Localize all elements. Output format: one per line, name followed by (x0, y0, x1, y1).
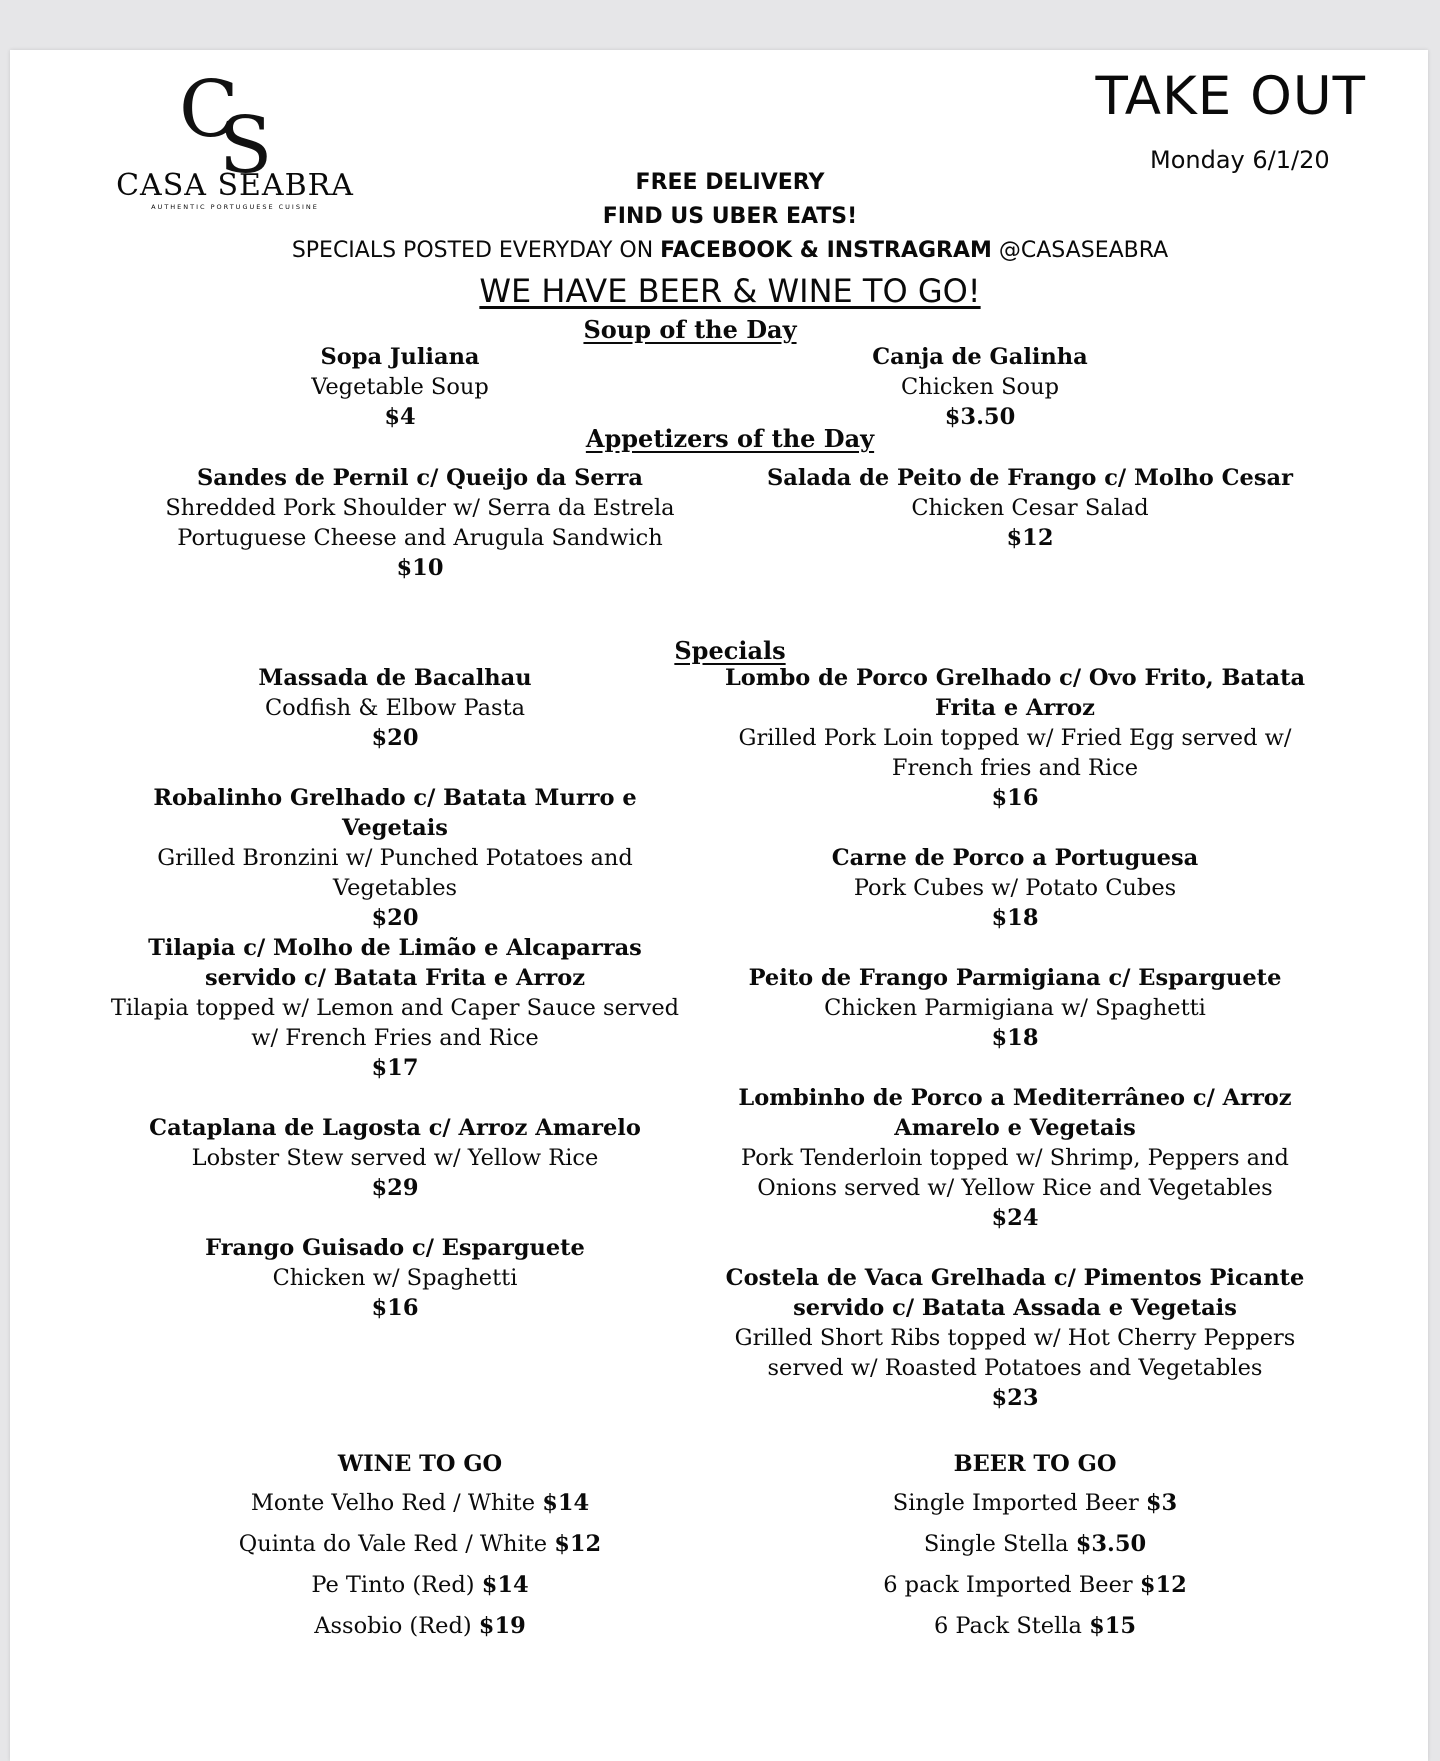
beer-name: Single Imported Beer (892, 1490, 1146, 1516)
wine-name: Assobio (Red) (314, 1613, 479, 1639)
menu-item (140, 463, 700, 583)
menu-sheet (10, 50, 1428, 1761)
item-name: Sopa Juliana (320, 344, 480, 370)
item-name: Robalinho Grelhado c/ Batata Murro e Vegetais (153, 785, 637, 841)
wine-price: $14 (481, 1572, 529, 1598)
item-price: $24 (991, 1205, 1039, 1231)
item-price: $16 (371, 1295, 419, 1321)
menu-item (700, 843, 1330, 933)
menu-item (700, 963, 1330, 1053)
item-description: Grilled Short Ribs topped w/ Hot Cherry Peppers served w/ Roasted Potatoes and Vegetables (734, 1325, 1296, 1381)
item-price: $16 (991, 785, 1039, 811)
item-name: Cataplana de Lagosta c/ Arroz Amarelo (149, 1115, 641, 1141)
item-price: $23 (991, 1385, 1039, 1411)
item-name: Costela de Vaca Grelhada c/ Pimentos Picante servido c/ Batata Assada e Vegetais (725, 1265, 1305, 1321)
item-description: Chicken Parmigiana w/ Spaghetti (824, 995, 1206, 1021)
item-price: $20 (371, 905, 419, 931)
wine-price: $19 (478, 1613, 526, 1639)
menu-item (110, 1113, 680, 1203)
item-description: Grilled Bronzini w/ Punched Potatoes and Vegetables (157, 845, 633, 901)
social-platforms: FACEBOOK & INSTRAGRAM (660, 238, 992, 263)
wine-price: $12 (554, 1531, 602, 1557)
social-handle: @CASASEABRA (991, 238, 1169, 263)
beer-list (785, 1488, 1285, 1652)
item-name: Frango Guisado c/ Esparguete (205, 1235, 585, 1261)
beer-price: $3 (1145, 1490, 1178, 1516)
item-description: Vegetable Soup (311, 374, 489, 400)
item-price: $18 (991, 1025, 1039, 1051)
menu-item (110, 783, 680, 933)
cs-monogram-icon (177, 68, 297, 178)
list-item (785, 1529, 1285, 1570)
beer-price: $12 (1139, 1572, 1187, 1598)
item-price: $17 (371, 1055, 419, 1081)
specials-posted-line (210, 238, 1250, 263)
item-price: $3.50 (944, 404, 1016, 430)
menu-item (700, 1083, 1330, 1233)
free-delivery-line: FREE DELIVERY (635, 170, 825, 195)
beer-price: $15 (1089, 1613, 1137, 1639)
wine-to-go-heading: WINE TO GO (337, 1451, 503, 1477)
list-item (170, 1529, 670, 1570)
list-item (785, 1570, 1285, 1611)
menu-item (700, 663, 1330, 813)
appetizers-heading: Appetizers of the Day (585, 424, 875, 453)
wine-name: Monte Velho Red / White (250, 1490, 543, 1516)
item-price: $18 (991, 905, 1039, 931)
logo-name: CASA SEABRA (116, 168, 354, 203)
menu-item (220, 342, 580, 432)
menu-item (700, 1263, 1330, 1413)
logo-tagline: AUTHENTIC PORTUGUESE CUISINE (151, 203, 319, 211)
item-name: Peito de Frango Parmigiana c/ Esparguete (748, 965, 1282, 991)
item-price: $12 (1006, 525, 1054, 551)
beer-name: 6 Pack Stella (933, 1613, 1090, 1639)
item-price: $4 (384, 404, 416, 430)
list-item (785, 1611, 1285, 1652)
item-description: Chicken Soup (901, 374, 1059, 400)
menu-date: Monday 6/1/20 (1150, 146, 1330, 174)
uber-eats-line: FIND US UBER EATS! (602, 204, 858, 229)
item-description: Chicken w/ Spaghetti (272, 1265, 518, 1291)
item-description: Lobster Stew served w/ Yellow Rice (191, 1145, 599, 1171)
specials-heading: Specials (674, 636, 786, 665)
beer-name: Single Stella (923, 1531, 1076, 1557)
beer-price: $3.50 (1075, 1531, 1147, 1557)
item-name: Lombo de Porco Grelhado c/ Ovo Frito, Batata Frita e Arroz (724, 665, 1306, 721)
item-description: Chicken Cesar Salad (911, 495, 1149, 521)
list-item (170, 1488, 670, 1529)
item-name: Sandes de Pernil c/ Queijo da Serra (197, 465, 643, 491)
wine-list (170, 1488, 670, 1652)
item-price: $29 (371, 1175, 419, 1201)
item-description: Pork Cubes w/ Potato Cubes (853, 875, 1177, 901)
menu-item (110, 1233, 680, 1323)
item-name: Salada de Peito de Frango c/ Molho Cesar (767, 465, 1293, 491)
list-item (170, 1611, 670, 1652)
item-description: Codfish & Elbow Pasta (264, 695, 526, 721)
menu-item (110, 663, 680, 753)
item-name: Carne de Porco a Portuguesa (831, 845, 1199, 871)
wine-name: Quinta do Vale Red / White (238, 1531, 555, 1557)
beer-to-go-heading: BEER TO GO (953, 1451, 1117, 1477)
item-name: Massada de Bacalhau (258, 665, 532, 691)
item-name: Lombinho de Porco a Mediterrâneo c/ Arroz Amarelo e Vegetais (738, 1085, 1292, 1141)
item-description: Shredded Pork Shoulder w/ Serra da Estrela Portuguese Cheese and Arugula Sandwich (165, 495, 675, 551)
svg-text:C: C (179, 68, 239, 155)
item-description: Pork Tenderloin topped w/ Shrimp, Peppers and Onions served w/ Yellow Rice and Vegetables (741, 1145, 1289, 1201)
item-description: Grilled Pork Loin topped w/ Fried Egg served w/ French fries and Rice (738, 725, 1292, 781)
wine-price: $14 (542, 1490, 590, 1516)
svg-text:S: S (219, 101, 273, 178)
item-price: $10 (396, 555, 444, 581)
menu-item (750, 463, 1310, 553)
list-item (785, 1488, 1285, 1529)
menu-item (800, 342, 1160, 432)
item-description: Tilapia topped w/ Lemon and Caper Sauce served w/ French Fries and Rice (110, 995, 680, 1051)
item-price: $20 (371, 725, 419, 751)
beer-name: 6 pack Imported Beer (883, 1572, 1140, 1598)
item-name: Tilapia c/ Molho de Limão e Alcaparras servido c/ Batata Frita e Arroz (148, 935, 642, 991)
soup-heading: Soup of the Day (583, 315, 797, 344)
wine-name: Pe Tinto (Red) (311, 1572, 482, 1598)
beer-wine-to-go-line: WE HAVE BEER & WINE TO GO! (479, 272, 981, 310)
specials-posted-pre: SPECIALS POSTED EVERYDAY ON (291, 238, 661, 263)
item-name: Canja de Galinha (872, 344, 1088, 370)
list-item (170, 1570, 670, 1611)
menu-item (110, 933, 680, 1083)
page-title: TAKE OUT (1095, 66, 1366, 127)
